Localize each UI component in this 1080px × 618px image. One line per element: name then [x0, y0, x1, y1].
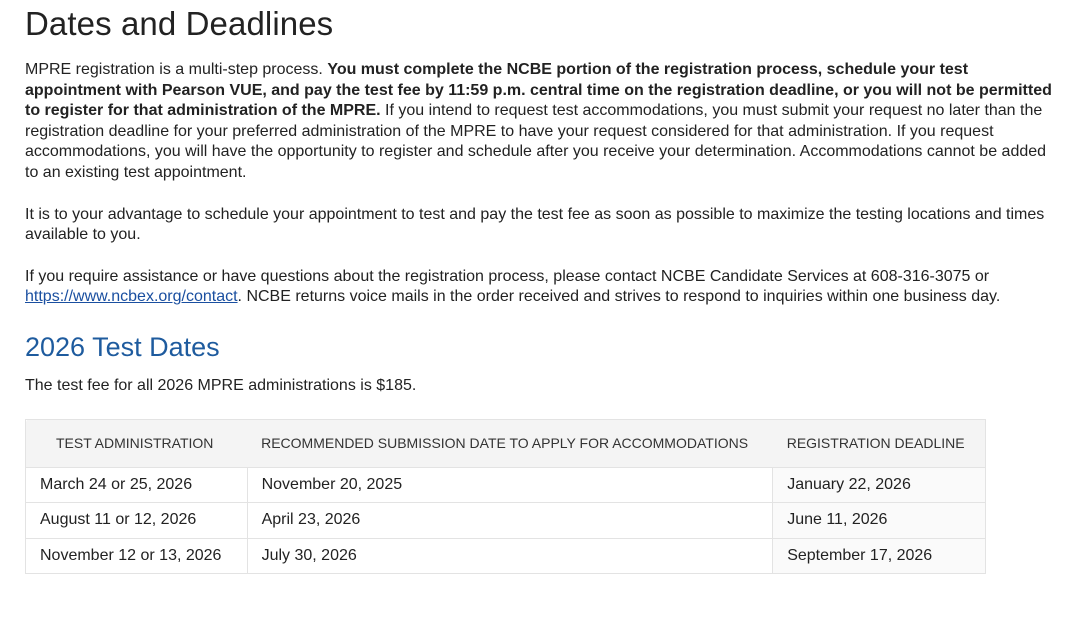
test-dates-heading: 2026 Test Dates: [25, 331, 220, 362]
cell-test-administration: August 11 or 12, 2026: [26, 503, 248, 539]
contact-text: If you require assistance or have questions about the registration process, please contact NCBE Candidate Services at 608-316-3075 or: [25, 267, 990, 285]
cell-submission-date: November 20, 2025: [247, 467, 773, 503]
cell-submission-date: April 23, 2026: [247, 503, 773, 539]
cell-registration-deadline: January 22, 2026: [773, 467, 986, 503]
header-test-administration: TEST ADMINISTRATION: [26, 419, 248, 467]
test-dates-table: [25, 419, 986, 575]
accommodations-text: If you intend to request test accommodations, you must submit your request no later than the registration deadline for your preferred administration of the MPRE to have your request considered for that administration. If you request accommodations, you will have the opportunity to register and schedule after you receive your determination. Accommodations cannot be added to an existing test appointment.: [25, 102, 1047, 181]
registration-bold-notice: You must complete the NCBE portion of the registration process, schedule your test appointment with Pearson VUE, and pay the test fee by 11:59 p.m. central time on the registration deadline, or you will not be permitted to register for that administration of the MPRE.: [25, 61, 1052, 120]
table-row: [26, 538, 986, 574]
table-header-row: [26, 419, 986, 467]
cell-test-administration: November 12 or 13, 2026: [26, 538, 248, 574]
header-registration-deadline: REGISTRATION DEADLINE: [773, 419, 986, 467]
registration-paragraph: [25, 60, 1055, 184]
cell-registration-deadline: June 11, 2026: [773, 503, 986, 539]
cell-registration-deadline: September 17, 2026: [773, 538, 986, 574]
table-row: [26, 503, 986, 539]
test-fee-text: The test fee for all 2026 MPRE administrations is $185.: [25, 376, 417, 394]
page-title: Dates and Deadlines: [25, 5, 334, 42]
cell-test-administration: March 24 or 25, 2026: [26, 467, 248, 503]
contact-link[interactable]: https://www.ncbex.org/contact: [25, 288, 238, 306]
contact-paragraph: [25, 267, 1055, 308]
advantage-paragraph: It is to your advantage to schedule your appointment to test and pay the test fee as soon as possible to maximize the testing locations and times available to you.: [25, 205, 1045, 244]
cell-submission-date: July 30, 2026: [247, 538, 773, 574]
registration-intro-text: MPRE registration is a multi-step process.: [25, 61, 328, 78]
contact-text-end: . NCBE returns voice mails in the order received and strives to respond to inquiries within one business day.: [237, 288, 1001, 306]
table-row: [26, 467, 986, 503]
header-recommended-submission-date: RECOMMENDED SUBMISSION DATE TO APPLY FOR ACCOMMODATIONS: [247, 419, 773, 467]
table-header: [26, 419, 986, 467]
